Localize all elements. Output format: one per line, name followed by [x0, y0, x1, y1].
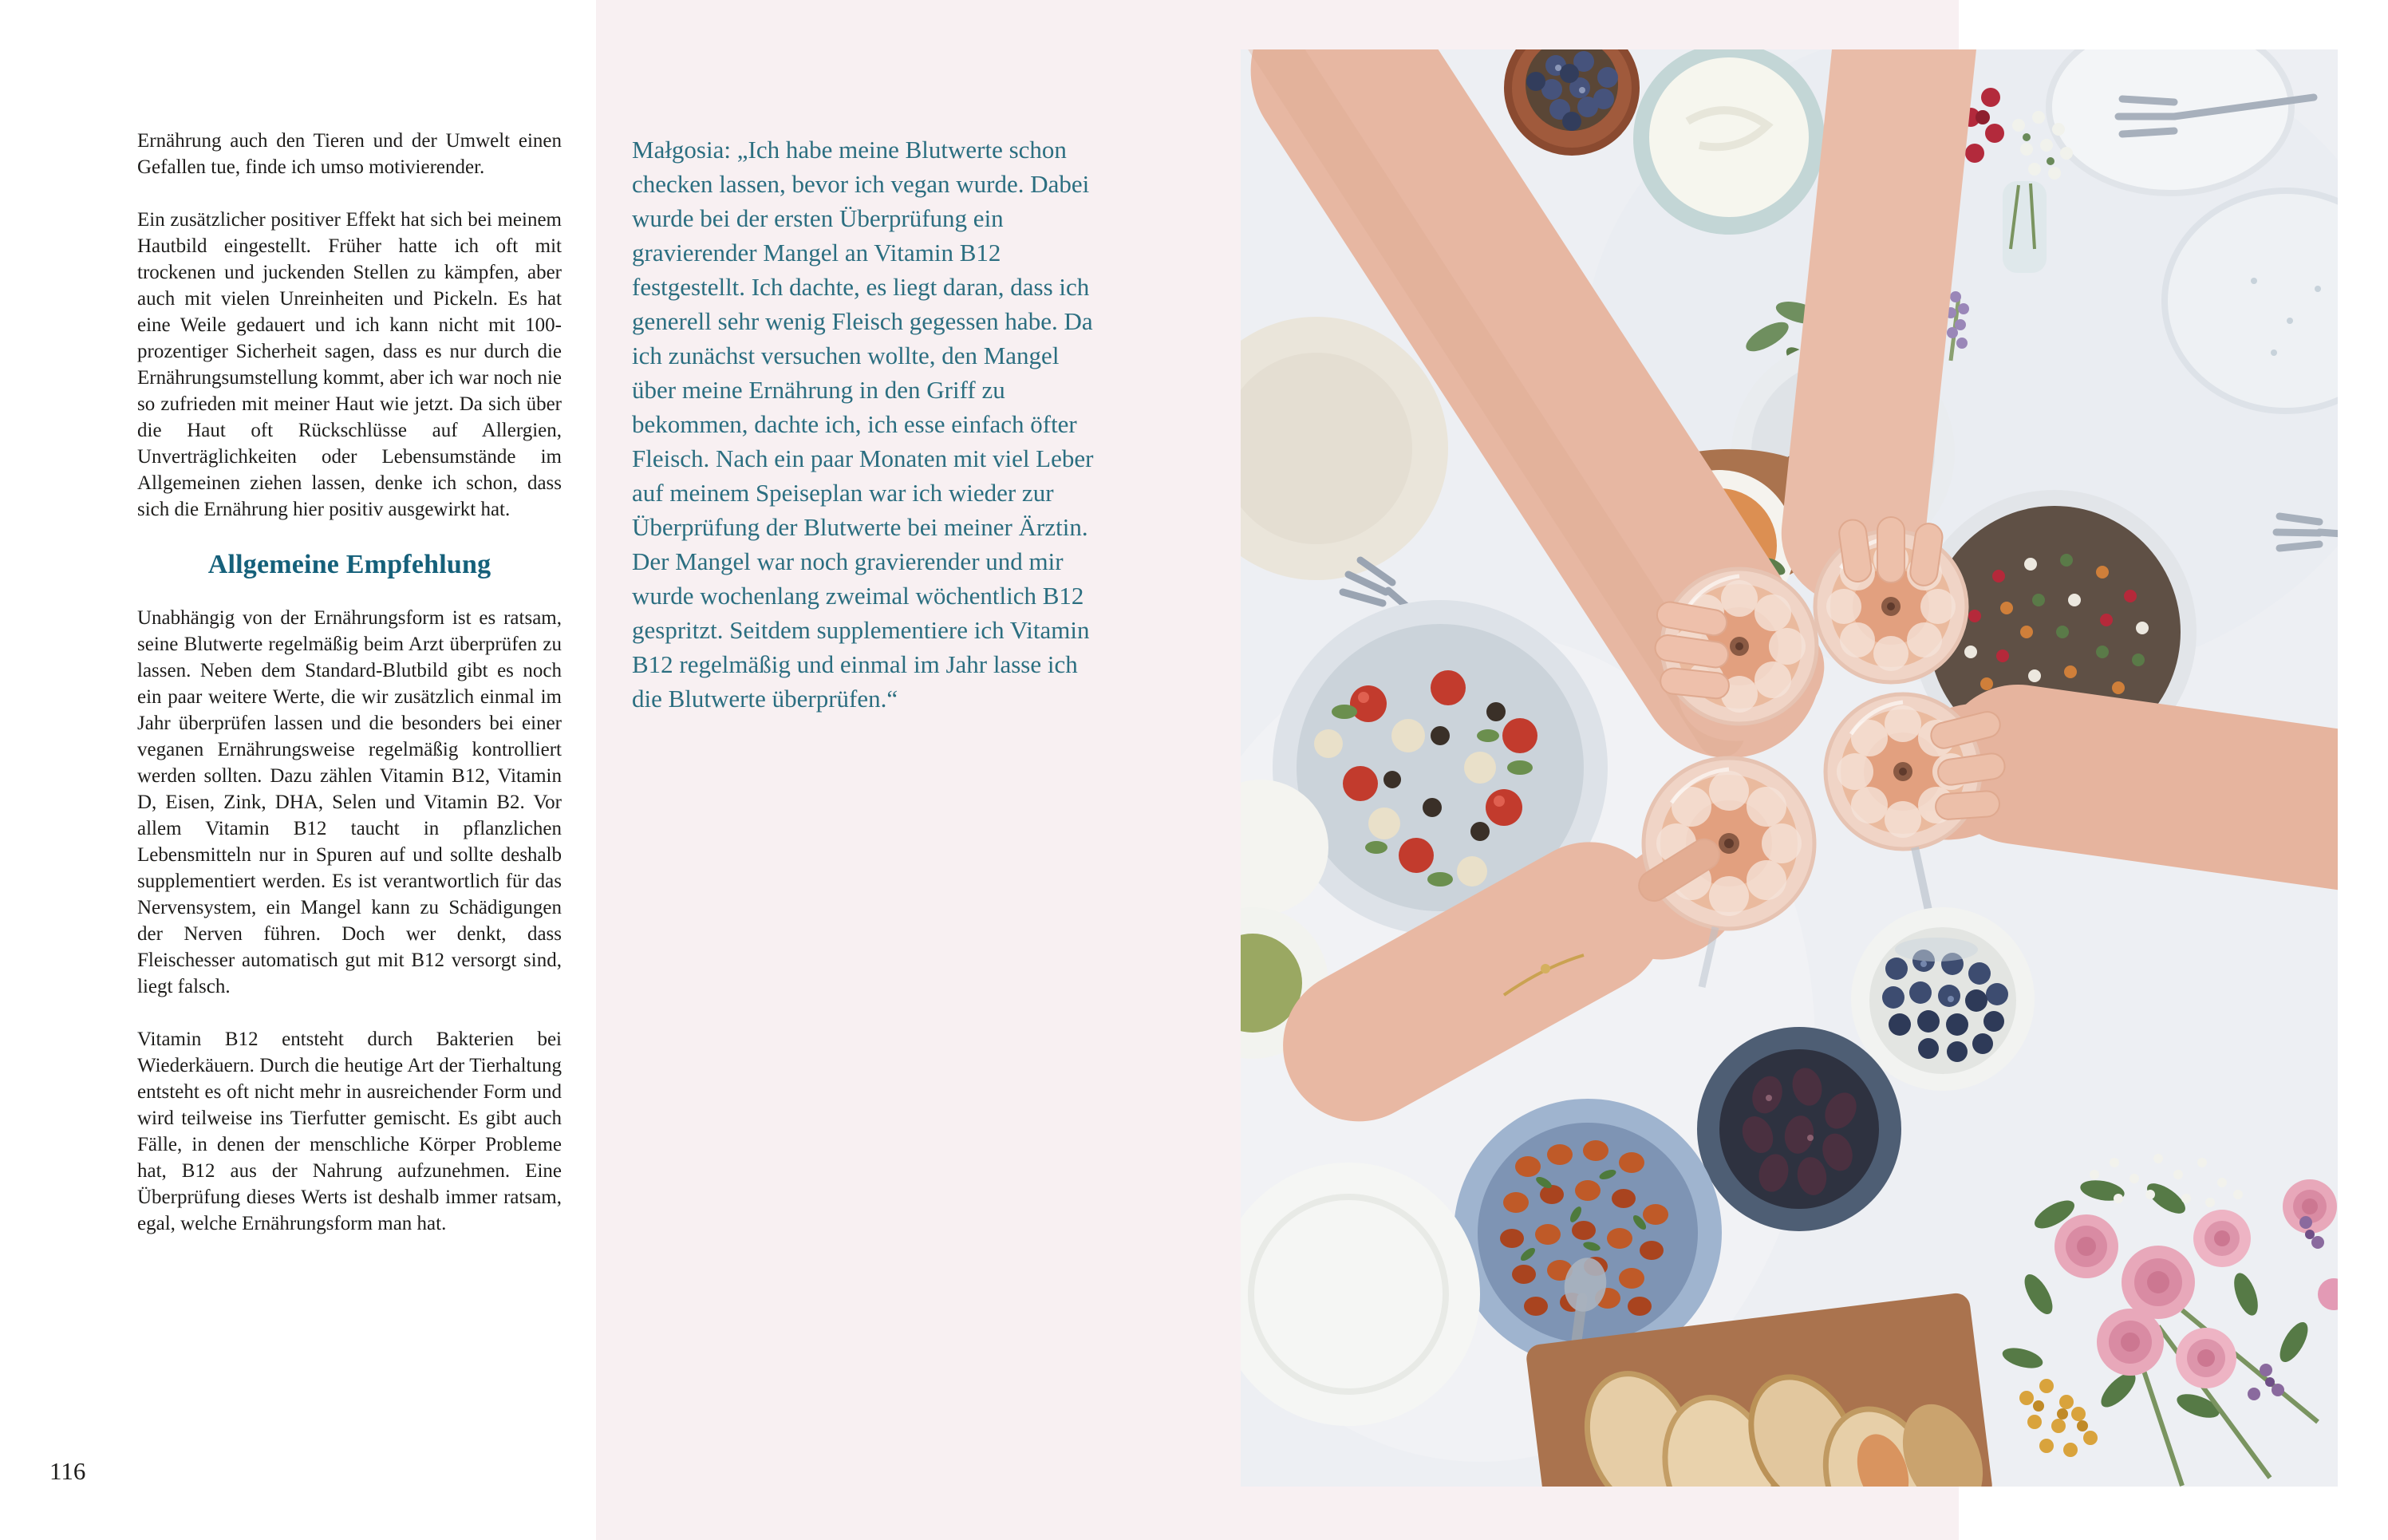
table-scene-illustration	[1241, 49, 2338, 1487]
olive-bowl	[1697, 1027, 1901, 1231]
wine-glass-bottom	[1644, 758, 1814, 929]
table-scene-photo	[1241, 49, 2338, 1487]
blueberry-cup	[1508, 49, 1636, 152]
page-number: 116	[49, 1457, 86, 1485]
article-paragraph-3: Unabhängig von der Ernährungsform ist es ratsam, seine Blutwerte regelmäßig beim Arzt überprüfen zu lassen. Neben dem Standard-Blutbild gibt es noch ein paar weitere Werte, die wir zusätzlich einmal im Jahr überprüfen lassen und die besonders bei einer veganen Ernährungsweise regelmäßig kontrolliert werden sollten. Dazu zählen Vitamin B12, Vitamin D, Eisen, Zink, DHA, Selen und Vitamin B2. Vor allem Vitamin B12 taucht in pflanzlichen Lebensmitteln nur in Spuren auf und sollte deshalb supplementiert werden. Es ist verantwortlich für das Nervensystem, ein Mangel kann zu Schädigungen der Nerven führen. Doch wer denkt, dass Fleischesser automatisch gut mit B12 versorgt sind, liegt falsch.	[137, 607, 562, 997]
article-paragraph-4: Vitamin B12 entsteht durch Bakterien bei Wiederkäuern. Durch die heutige Art der Tierhaltung entsteht es oft nicht mehr in ausreichender Form und wird teilweise ins Tierfutter gemischt. Es gibt auch Fälle, in denen der menschliche Körper Probleme hat, B12 aus der Nahrung aufzunehmen. Eine Überprüfung dieses Werts ist deshalb immer ratsam, egal, welche Ernährungsform man hat.	[137, 1029, 562, 1234]
article-paragraph-2: Ein zusätzlicher positiver Effekt hat sich bei meinem Hautbild eingestellt. Früher hatte ich oft mit trockenen und juckenden Stellen zu kämpfen, aber auch mit vielen Unreinheiten und Pickeln. Es hat eine Weile gedauert und ich kann nicht mit 100-prozentiger Sicherheit sagen, dass es nur durch die Ernährungsumstellung kommt, aber ich war noch nie so zufrieden mit meiner Haut wie jetzt. Da sich über die Haut oft Rückschlüsse auf Allergien, Unverträglichkeiten oder Lebensumstände im Allgemeinen ziehen lassen, denke ich schon, dass sich die Ernährung hier positiv ausgewirkt hat.	[137, 209, 562, 520]
yogurt-bowl	[1633, 49, 1825, 235]
article-paragraph-1: Ernährung auch den Tieren und der Umwelt einen Gefallen tue, finde ich umso motivierender.	[137, 130, 562, 178]
quote-text: Małgosia: „Ich habe meine Blutwerte schon checken lassen, bevor ich vegan wurde. Dabei wurde bei der ersten Überprüfung ein gravierender Mangel an Vitamin B12 festgestellt. Ich dachte, es liegt daran, dass ich generell sehr wenig Fleisch gegessen habe. Da ich zunächst versuchen wollte, den Mangel über meine Ernährung in den Griff zu bekommen, dachte ich, ich esse einfach öfter Fleisch. Nach ein paar Monaten mit viel Leber auf meinem Speiseplan war ich wieder zur Überprüfung der Blutwerte bei meiner Ärztin. Der Mangel war noch gravierender und mir wurde wochenlang zweimal wöchentlich B12 gespritzt. Seitdem supplementiere ich Vitamin B12 regelmäßig und einmal im Jahr lasse ich die Blutwerte überprüfen.“	[632, 136, 1094, 713]
section-heading: Allgemeine Empfehlung	[207, 550, 491, 579]
article-column	[137, 128, 562, 1263]
blueberry-bowl	[1851, 907, 2035, 1091]
